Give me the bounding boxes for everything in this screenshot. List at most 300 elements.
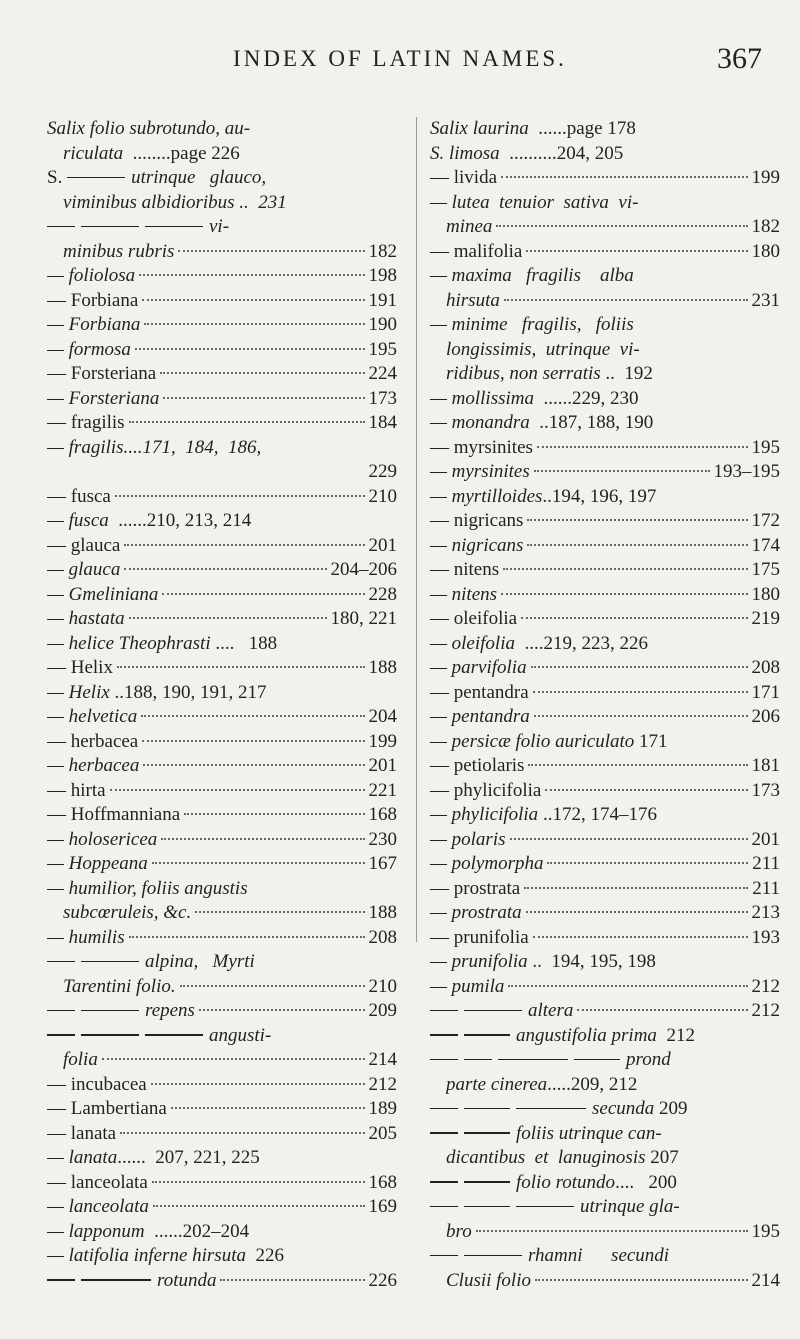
entry-label: [63, 142, 240, 167]
index-entry: [430, 705, 780, 730]
dot-leader: [510, 838, 748, 840]
entry-label: [430, 950, 656, 975]
index-entry: [47, 387, 397, 412]
entry-label: [47, 999, 195, 1024]
page-reference: 229: [368, 461, 397, 482]
entry-text: ..188, 190, 191, 217: [109, 681, 267, 703]
ditto-rule: [47, 1034, 75, 1036]
page-reference: 211: [752, 877, 780, 899]
index-entry: [47, 828, 397, 853]
entry-label: — humilis: [47, 926, 125, 948]
entry-text: .... 188: [210, 632, 278, 654]
ditto-rule: [464, 1034, 510, 1036]
dot-leader: [199, 1009, 365, 1011]
entry-text: — monandra: [430, 412, 530, 433]
entry-label: [47, 632, 277, 657]
dot-leader: [533, 691, 748, 693]
dot-leader: [524, 887, 748, 889]
index-entry: [430, 191, 780, 216]
entry-label: — nitens: [430, 559, 500, 580]
ditto-rule: [516, 1108, 586, 1110]
page-reference: 201: [751, 828, 780, 850]
dot-leader: [527, 519, 747, 521]
ditto-rule: [47, 1279, 75, 1281]
index-entry: [430, 215, 780, 240]
entry-label: — Helix: [47, 657, 113, 678]
entry-text: repens: [145, 1000, 195, 1021]
entry-text: ....219, 223, 226: [514, 632, 648, 654]
entry-label: — hirta: [47, 779, 106, 801]
entry-label: — prostrata: [430, 877, 521, 899]
entry-label: [47, 950, 255, 975]
page-number: 367: [717, 42, 762, 75]
entry-label: [430, 485, 656, 510]
dot-leader: [143, 764, 364, 766]
index-entry: [430, 754, 780, 779]
index-entry: [47, 1220, 397, 1245]
ditto-rule: [145, 226, 203, 228]
ditto-rule: [430, 1034, 458, 1036]
page-reference: 214: [751, 1269, 780, 1291]
index-entry: [47, 534, 397, 559]
dot-leader: [545, 789, 747, 791]
entry-label: [446, 1073, 637, 1098]
entry-text: parte cinerea: [446, 1073, 548, 1095]
ditto-rule: [47, 961, 75, 963]
entry-text: — humilior, foliis angustis: [47, 877, 248, 899]
entry-text: .. 192: [600, 363, 653, 384]
entry-label: Tarentini folio.: [63, 975, 176, 997]
entry-label: [430, 1097, 688, 1122]
index-entry: [47, 1122, 397, 1147]
page-reference: 214: [368, 1049, 397, 1070]
dot-leader: [162, 593, 364, 595]
entry-label: [47, 509, 251, 534]
index-entry: [430, 607, 780, 632]
dot-leader: [144, 323, 364, 325]
entry-text: secunda: [592, 1098, 655, 1119]
index-entry: [430, 1048, 780, 1073]
entry-text: folio rotundo: [516, 1171, 616, 1193]
entry-text: riculata: [63, 142, 124, 164]
dot-leader: [117, 666, 365, 668]
entry-label: [430, 1171, 677, 1196]
entry-label: — fragilis: [47, 412, 125, 433]
index-entry: [47, 1244, 397, 1269]
index-entry: [430, 803, 780, 828]
dot-leader: [129, 936, 365, 938]
entry-text: ..172, 174–176: [538, 804, 657, 825]
index-entry: [430, 411, 780, 436]
entry-label: — nigricans: [430, 534, 524, 556]
page-reference: 219: [751, 608, 780, 629]
page-reference: 210: [368, 485, 397, 507]
index-entry: [47, 313, 397, 338]
index-entry: [47, 289, 397, 314]
page-reference: 198: [368, 265, 397, 286]
ditto-rule: [430, 1059, 458, 1061]
entry-label: — Forbiana: [47, 314, 141, 335]
index-entry: [430, 485, 780, 510]
page-reference: 173: [368, 387, 397, 409]
entry-label: bro: [446, 1220, 472, 1242]
entry-text: 209: [654, 1098, 688, 1119]
dot-leader: [124, 568, 326, 570]
entry-label: [47, 166, 266, 191]
page-reference: 209: [368, 1000, 397, 1021]
entry-label: — Hoppeana: [47, 853, 148, 874]
entry-text: ........page 226: [123, 142, 240, 164]
ditto-rule: [81, 1279, 151, 1281]
entry-label: [430, 264, 634, 289]
entry-label: — Forsteriana: [47, 387, 160, 409]
entry-text: 171: [634, 730, 668, 752]
page-reference: 206: [751, 706, 780, 727]
page-reference: 180: [751, 583, 780, 605]
ditto-rule: [81, 226, 139, 228]
dot-leader: [139, 274, 364, 276]
entry-label: — fusca: [47, 485, 111, 507]
entry-label: — holosericea: [47, 828, 158, 850]
index-entry: [47, 975, 397, 1000]
index-column-right: [430, 117, 780, 1293]
page-reference: 184: [368, 412, 397, 433]
entry-label: — pentandra: [430, 681, 529, 703]
index-entry: [47, 117, 397, 142]
index-column-left: [47, 117, 397, 1293]
index-entry: [47, 411, 397, 436]
dot-leader: [547, 862, 748, 864]
entry-text: alpina, Myrti: [145, 951, 255, 972]
entry-label: [430, 387, 639, 412]
page-reference: 199: [368, 730, 397, 752]
entry-label: — phylicifolia: [430, 779, 542, 801]
entry-text: 212: [656, 1024, 695, 1046]
entry-text: — helice Theophrasti: [47, 632, 211, 654]
index-entry: [47, 191, 397, 216]
ditto-rule: [464, 1059, 492, 1061]
entry-label: — prostrata: [430, 902, 522, 923]
dot-leader: [504, 299, 748, 301]
entry-text: — lutea tenuior sativa vi-: [430, 191, 639, 213]
dot-leader: [115, 495, 365, 497]
page-reference: 213: [751, 902, 780, 923]
dot-leader: [178, 250, 364, 252]
page-reference: 189: [368, 1098, 397, 1119]
entry-label: — nigricans: [430, 510, 524, 531]
index-entry: [47, 509, 397, 534]
entry-label: — nitens: [430, 583, 498, 605]
page-reference: 204: [368, 706, 397, 727]
ditto-rule: [430, 1181, 458, 1183]
entry-label: [47, 877, 248, 902]
ditto-rule: [81, 961, 139, 963]
page-reference: 212: [368, 1073, 397, 1095]
index-entry: [430, 313, 780, 338]
index-entry: [47, 436, 397, 461]
entry-text: — fragilis....171, 184, 186,: [47, 436, 262, 458]
index-entry: [47, 730, 397, 755]
entry-text: rhamni secundi: [528, 1245, 670, 1266]
entry-label: — herbacea: [47, 755, 140, 776]
page-reference: 180, 221: [330, 608, 397, 629]
entry-label: [47, 1269, 216, 1294]
dot-leader: [521, 617, 747, 619]
index-entry: [430, 534, 780, 559]
entry-text: angustifolia prima: [516, 1024, 657, 1046]
ditto-rule: [47, 1010, 75, 1012]
index-entry: [47, 1073, 397, 1098]
entry-label: — helvetica: [47, 706, 138, 727]
index-entry: [47, 950, 397, 975]
entry-label: [430, 1024, 695, 1049]
entry-label: — myrsinites: [430, 461, 530, 482]
entry-text: — prunifolia: [430, 951, 528, 972]
page-reference: 188: [368, 657, 397, 678]
entry-label: minea: [446, 216, 493, 237]
index-entry: [47, 240, 397, 265]
index-entry: [430, 289, 780, 314]
dot-leader: [129, 617, 327, 619]
index-entry: [47, 705, 397, 730]
index-entry: [430, 681, 780, 706]
ditto-rule: [498, 1059, 568, 1061]
index-entry: [47, 583, 397, 608]
index-entry: [47, 338, 397, 363]
entry-text: — lapponum: [47, 1220, 145, 1242]
entry-label: [430, 632, 648, 657]
index-entry: [430, 999, 780, 1024]
entry-label: [430, 999, 573, 1024]
dot-leader: [129, 421, 365, 423]
ditto-rule: [47, 226, 75, 228]
entry-label: — Forbiana: [47, 289, 139, 311]
entry-label: [446, 362, 653, 387]
dot-leader: [577, 1009, 747, 1011]
index-entry: [430, 877, 780, 902]
entry-text: vi-: [209, 216, 230, 237]
entry-label: — Forsteriana: [47, 363, 157, 384]
entry-text: prond: [626, 1049, 671, 1070]
dot-leader: [163, 397, 364, 399]
page-reference: 190: [368, 314, 397, 335]
page-reference: 226: [368, 1269, 397, 1291]
page-reference: 188: [368, 902, 397, 923]
ditto-rule: [430, 1132, 458, 1134]
entry-label: [47, 215, 229, 240]
entry-text: S. limosa: [430, 142, 500, 164]
dot-leader: [527, 544, 747, 546]
dot-leader: [501, 176, 747, 178]
index-entry: [47, 1048, 397, 1073]
page-reference: 210: [368, 975, 397, 997]
index-entry: [47, 1097, 397, 1122]
entry-label: [430, 1244, 669, 1269]
entry-label: — livida: [430, 167, 498, 188]
page-reference: 201: [368, 755, 397, 776]
index-entry: [430, 779, 780, 804]
entry-label: — prunifolia: [430, 926, 529, 948]
dot-leader: [508, 985, 747, 987]
index-entry: [47, 607, 397, 632]
dot-leader: [195, 911, 364, 913]
page-reference: 201: [368, 534, 397, 556]
dot-leader: [151, 1083, 365, 1085]
page-reference: 208: [368, 926, 397, 948]
entry-label: — formosa: [47, 338, 131, 360]
index-entry: [47, 362, 397, 387]
index-entry: [47, 926, 397, 951]
dot-leader: [124, 544, 364, 546]
index-entry: [430, 901, 780, 926]
index-entry: [430, 460, 780, 485]
ditto-rule: [430, 1010, 458, 1012]
entry-text: .... 200: [615, 1171, 677, 1193]
index-entry: [430, 1171, 780, 1196]
dot-leader: [153, 1205, 365, 1207]
entry-label: — polaris: [430, 828, 506, 850]
index-entry: [430, 1195, 780, 1220]
entry-text: altera: [528, 1000, 574, 1021]
page-reference: 182: [751, 216, 780, 237]
entry-text: — fusca: [47, 510, 109, 531]
entry-text: foliis utrinque can-: [516, 1122, 662, 1144]
index-entry: [47, 166, 397, 191]
ditto-rule: [464, 1132, 510, 1134]
dot-leader: [135, 348, 365, 350]
index-entry: [430, 558, 780, 583]
page-reference: 168: [368, 804, 397, 825]
index-entry: [47, 681, 397, 706]
index-entry: [47, 852, 397, 877]
index-entry: [430, 656, 780, 681]
dot-leader: [534, 715, 748, 717]
entry-text: ......229, 230: [534, 387, 639, 409]
entry-text: dicantibus et lanuginosis: [446, 1147, 646, 1168]
page-reference: 191: [368, 289, 397, 311]
index-entry: [430, 852, 780, 877]
page-reference: 212: [751, 975, 780, 997]
index-entry: [430, 264, 780, 289]
index-entry: [47, 1024, 397, 1049]
index-entry: [47, 632, 397, 657]
page-reference: 208: [751, 657, 780, 678]
entry-label: [430, 191, 638, 216]
entry-text: rotunda: [157, 1269, 217, 1291]
index-entry: [47, 999, 397, 1024]
dot-leader: [184, 813, 364, 815]
entry-label: [446, 1146, 679, 1171]
index-entry: [430, 1220, 780, 1245]
page-reference: 181: [751, 755, 780, 776]
ditto-rule: [430, 1255, 458, 1257]
index-entry: [430, 583, 780, 608]
entry-label: [47, 1244, 284, 1269]
index-entry: [430, 1097, 780, 1122]
page-reference: 172: [751, 510, 780, 531]
index-entry: [430, 975, 780, 1000]
index-entry: [430, 338, 780, 363]
page-reference: 169: [368, 1196, 397, 1217]
entry-label: [63, 191, 287, 216]
dot-leader: [110, 789, 365, 791]
ditto-rule: [464, 1108, 510, 1110]
entry-text: 207: [645, 1147, 679, 1168]
entry-label: [47, 1024, 271, 1049]
page-reference: 182: [368, 240, 397, 262]
entry-label: [47, 1146, 260, 1171]
ditto-rule: [464, 1181, 510, 1183]
entry-label: subcœruleis, &c.: [63, 902, 192, 923]
index-entry: [430, 632, 780, 657]
entry-text: — oleifolia: [430, 632, 515, 654]
entry-label: — incubacea: [47, 1073, 147, 1095]
index-entry: [430, 387, 780, 412]
page-reference: 195: [368, 338, 397, 360]
entry-label: [47, 1220, 249, 1245]
index-entry: [47, 142, 397, 167]
entry-text: utrinque glauco,: [131, 167, 267, 188]
dot-leader: [528, 764, 747, 766]
entry-text: ..194, 196, 197: [542, 485, 657, 507]
entry-text: .....209, 212: [547, 1073, 638, 1095]
entry-label: — Hoffmanniana: [47, 804, 181, 825]
page-reference: 231: [751, 289, 780, 311]
index-entry: [430, 828, 780, 853]
ditto-rule: [574, 1059, 620, 1061]
entry-label: hirsuta: [446, 289, 500, 311]
entry-text: ......202–204: [144, 1220, 250, 1242]
index-entry: [430, 1146, 780, 1171]
entry-text: — maxima fragilis alba: [430, 265, 634, 286]
index-entry: [47, 1269, 397, 1294]
index-entry: [430, 1122, 780, 1147]
ditto-rule: [81, 1010, 139, 1012]
dot-leader: [160, 372, 364, 374]
entry-label: — pentandra: [430, 706, 530, 727]
entry-label: — Lambertiana: [47, 1098, 167, 1119]
page-reference: 195: [751, 436, 780, 458]
entry-text: viminibus albidioribus .. 231: [63, 191, 287, 213]
index-entry: [47, 1195, 397, 1220]
page-reference: 205: [368, 1122, 397, 1144]
index-entry: [47, 803, 397, 828]
index-entry: [47, 558, 397, 583]
entry-label: — lanata: [47, 1122, 117, 1144]
entry-label: — glauca: [47, 559, 121, 580]
entry-label: — lanceolata: [47, 1171, 148, 1193]
ditto-rule: [67, 177, 125, 179]
entry-label: — foliolosa: [47, 265, 136, 286]
entry-label: [430, 1048, 671, 1073]
page-reference: 204–206: [330, 559, 397, 580]
dot-leader: [152, 1181, 365, 1183]
ditto-rule: [430, 1206, 458, 1208]
entry-text: ...... 207, 221, 225: [117, 1147, 260, 1168]
entry-label: folia: [63, 1049, 98, 1070]
entry-label: — parvifolia: [430, 657, 527, 678]
index-entry: [430, 166, 780, 191]
entry-label: — malifolia: [430, 240, 523, 262]
entry-label: [430, 1195, 680, 1220]
page-reference: 212: [751, 1000, 780, 1021]
entry-label: [430, 142, 623, 167]
index-entry: [430, 142, 780, 167]
dot-leader: [503, 568, 747, 570]
entry-label: [430, 1122, 662, 1147]
entry-label: Clusii folio: [446, 1269, 531, 1291]
dot-leader: [526, 911, 748, 913]
